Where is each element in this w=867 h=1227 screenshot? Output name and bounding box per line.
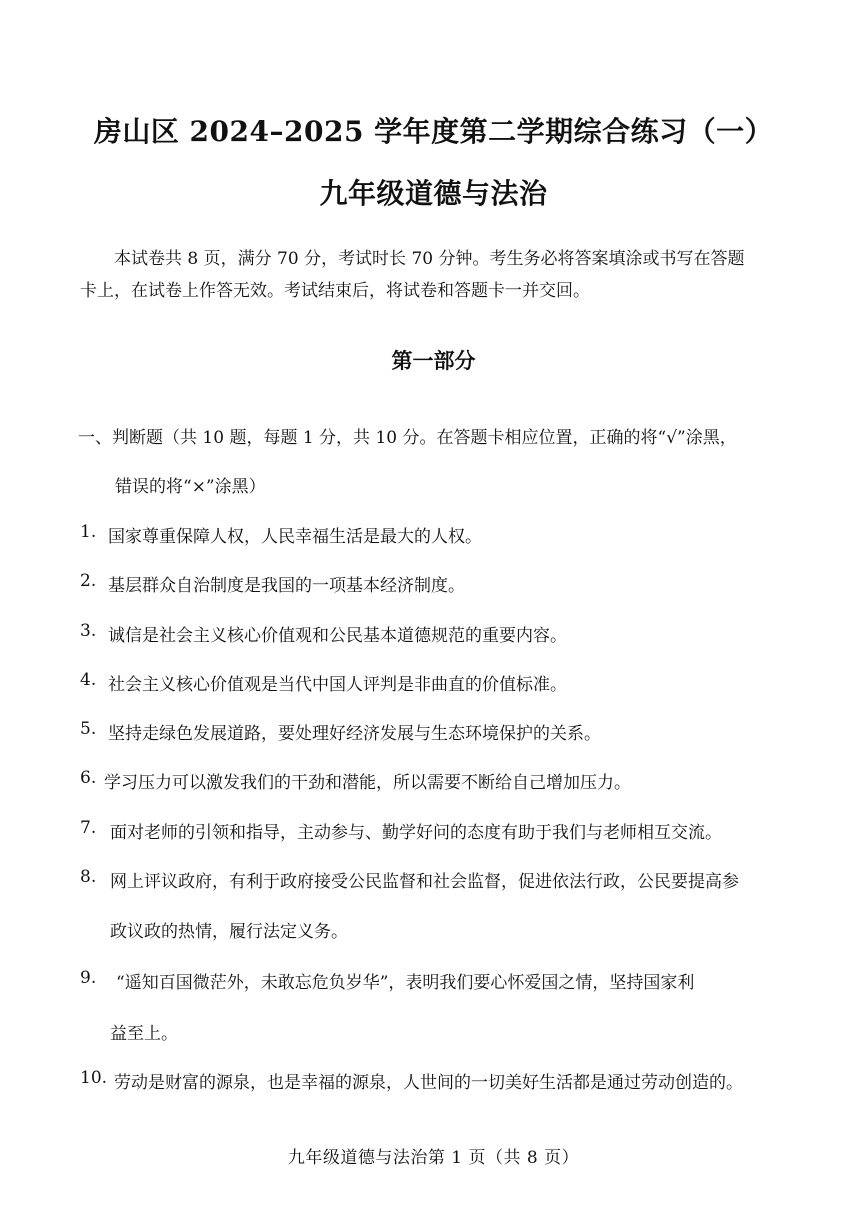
question-group-heading: 一、判断题（共 10 题，每题 1 分，共 10 分。在答题卡相应位置，正确的将“√”涂黑， — [78, 428, 737, 448]
question-number: 6. — [80, 768, 97, 788]
question-group-heading-cont: 错误的将“×”涂黑） — [115, 477, 266, 497]
question-text: 劳动是财富的源泉，也是幸福的源泉，人世间的一切美好生活都是通过劳动创造的。 — [114, 1073, 743, 1093]
question-text: 坚持走绿色发展道路，要处理好经济发展与生态环境保护的关系。 — [108, 724, 601, 744]
question-text: “遥知百国微茫外，未敢忘危负岁华”，表明我们要心怀爱国之情，坚持国家利 — [116, 973, 695, 993]
question-text: 国家尊重保障人权，人民幸福生活是最大的人权。 — [108, 527, 482, 547]
page-footer: 九年级道德与法治第 1 页（共 8 页） — [287, 1148, 580, 1168]
question-number: 5. — [80, 719, 97, 739]
question-text-continuation: 政议政的热情，履行法定义务。 — [110, 922, 348, 942]
question-number: 2. — [80, 571, 97, 591]
question-number: 9. — [80, 968, 97, 988]
question-number: 7. — [80, 818, 97, 838]
question-number: 1. — [80, 522, 97, 542]
instructions-line-1: 本试卷共 8 页，满分 70 分，考试时长 70 分钟。考生务必将答案填涂或书写在答题 — [114, 249, 745, 269]
exam-title: 房山区 2024–2025 学年度第二学期综合练习（一） — [93, 115, 774, 148]
question-text: 诚信是社会主义核心价值观和公民基本道德规范的重要内容。 — [108, 626, 567, 646]
question-text: 学习压力可以激发我们的干劲和潜能，所以需要不断给自己增加压力。 — [104, 773, 631, 793]
question-text: 网上评议政府，有利于政府接受公民监督和社会监督，促进依法行政，公民要提高参 — [110, 872, 739, 892]
question-text-continuation: 益至上。 — [110, 1024, 178, 1044]
question-number: 3. — [80, 621, 97, 641]
instructions-line-2: 卡上，在试卷上作答无效。考试结束后，将试卷和答题卡一并交回。 — [80, 281, 590, 301]
question-text: 基层群众自治制度是我国的一项基本经济制度。 — [108, 576, 465, 596]
section-title: 第一部分 — [391, 348, 476, 373]
question-text: 社会主义核心价值观是当代中国人评判是非曲直的价值标准。 — [108, 675, 567, 695]
question-number: 4. — [80, 670, 97, 690]
exam-instructions — [80, 243, 800, 307]
question-text: 面对老师的引领和指导，主动参与、勤学好问的态度有助于我们与老师相互交流。 — [110, 823, 722, 843]
exam-subject: 九年级道德与法治 — [319, 177, 548, 210]
question-number: 8. — [80, 867, 97, 887]
question-number: 10. — [80, 1068, 108, 1088]
